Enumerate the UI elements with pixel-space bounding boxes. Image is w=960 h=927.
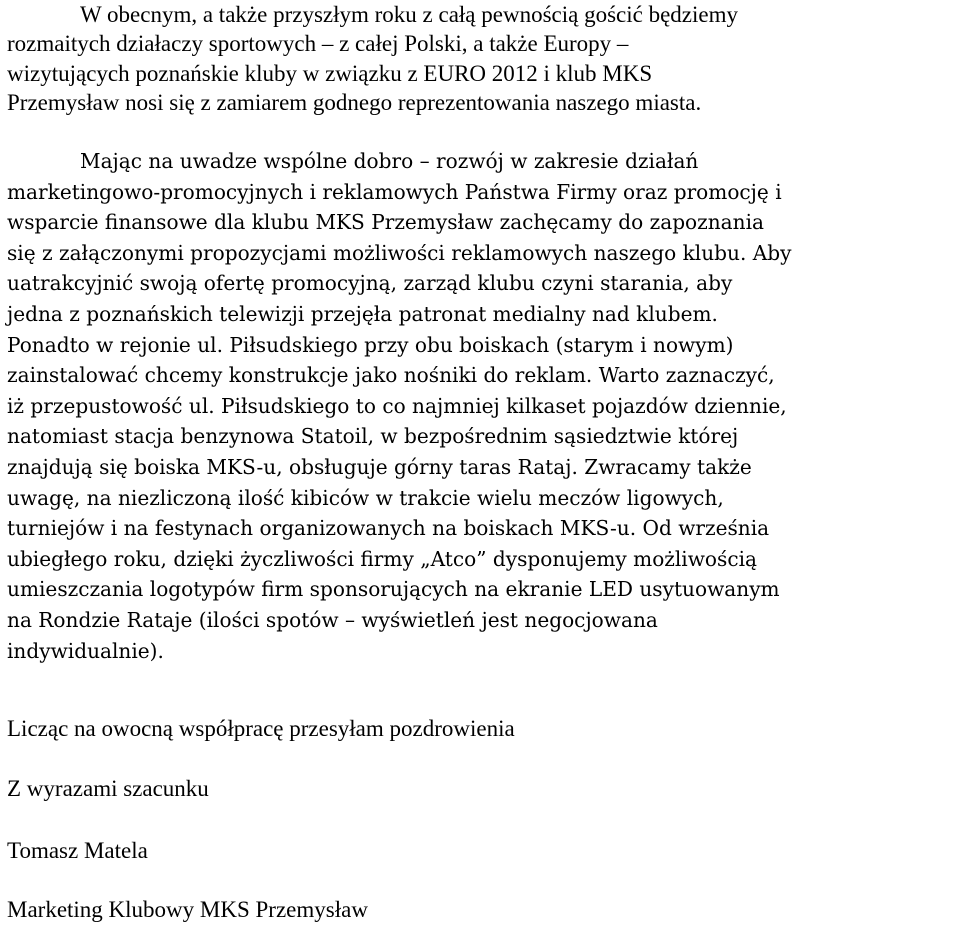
text-line: iż przepustowość ul. Piłsudskiego to co najmniej kilkaset pojazdów dziennie,	[7, 393, 787, 418]
text-line: wsparcie finansowe dla klubu MKS Przemysław zachęcamy do zapoznania	[7, 210, 765, 235]
text-line: Mając na uwadze wspólne dobro – rozwój w zakresie działań	[80, 149, 699, 173]
text-line: ubiegłego roku, dzięki życzliwości firmy „Atco” dysponujemy możliwością	[7, 546, 757, 571]
text-line: turniejów i na festynach organizowanych na boiskach MKS-u. Od września	[7, 516, 770, 541]
text-line: indywidualnie).	[7, 638, 164, 663]
paragraph-intro	[7, 0, 957, 117]
text-line: uwagę, na niezliczoną ilość kibiców w trakcie wielu meczów ligowych,	[7, 485, 724, 510]
signer-title: Marketing Klubowy MKS Przemysław	[7, 897, 368, 922]
text-line: na Rondzie Rataje (ilości spotów – wyświetleń jest negocjowana	[7, 607, 658, 632]
text-line: uatrakcyjnić swoją ofertę promocyjną, zarząd klubu czyni starania, aby	[7, 271, 733, 296]
text-line: wizytujących poznańskie kluby w związku z EURO 2012 i klub MKS	[7, 60, 653, 86]
closing-line: Licząc na owocną współpracę przesyłam pozdrowienia	[7, 716, 515, 741]
text-line: się z załączonymi propozycjami możliwości reklamowych naszego klubu. Aby	[7, 240, 792, 265]
text-line: Przemysław nosi się z zamiarem godnego reprezentowania naszego miasta.	[7, 89, 702, 115]
text-line: Ponadto w rejonie ul. Piłsudskiego przy obu boiskach (starym i nowym)	[7, 332, 734, 357]
salutation: Z wyrazami szacunku	[7, 776, 209, 801]
text-line: W obecnym, a także przyszłym roku z całą pewnością gościć będziemy	[80, 2, 739, 27]
text-line: natomiast stacja benzynowa Statoil, w bezpośrednim sąsiedztwie której	[7, 424, 739, 449]
text-line: umieszczania logotypów firm sponsorujących na ekranie LED usytuowanym	[7, 577, 780, 602]
text-line: znajdują się boiska MKS-u, obsługuje górny taras Rataj. Zwracamy także	[7, 454, 752, 479]
text-line: rozmaitych działaczy sportowych – z całej Polski, a także Europy –	[7, 31, 629, 57]
paragraph-offer	[7, 146, 957, 666]
signer-name: Tomasz Matela	[7, 838, 148, 863]
text-line: zainstalować chcemy konstrukcje jako nośniki do reklam. Warto zaznaczyć,	[7, 363, 775, 388]
text-line: marketingowo-promocyjnych i reklamowych Państwa Firmy oraz promocję i	[7, 179, 782, 204]
text-line: jedna z poznańskich telewizji przejęła patronat medialny nad klubem.	[7, 301, 718, 326]
